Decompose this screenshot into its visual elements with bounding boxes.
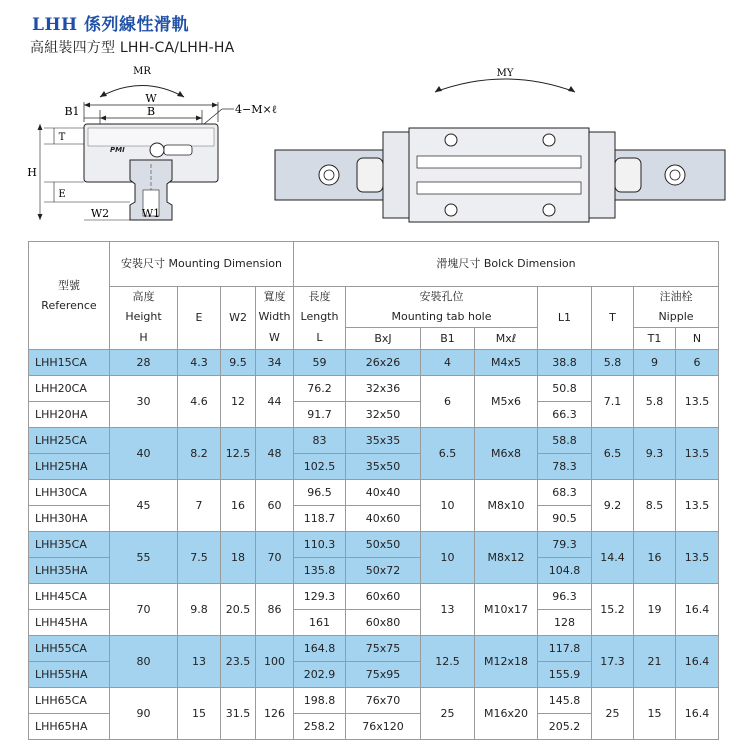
cell-bxj: 75x95: [346, 662, 421, 688]
cell-height: 45: [110, 480, 178, 532]
cell-model: LHH45HA: [29, 610, 110, 636]
cell-b1: 12.5: [421, 636, 475, 688]
cell-n: 13.5: [676, 428, 719, 480]
cell-length: 76.2: [294, 376, 346, 402]
table-row: [29, 636, 719, 662]
page-title: LHH 係列線性滑軌: [32, 15, 189, 35]
cell-width: 48: [256, 428, 294, 480]
cell-t1: 15: [634, 688, 676, 740]
table-row: [29, 688, 719, 714]
cell-b1: 13: [421, 584, 475, 636]
cell-model: LHH25CA: [29, 428, 110, 454]
header-t: T: [592, 287, 634, 350]
cell-width: 126: [256, 688, 294, 740]
cell-mxl: M6x8: [475, 428, 538, 480]
cell-t: 14.4: [592, 532, 634, 584]
header-w2: W2: [221, 287, 256, 350]
cell-length: 96.5: [294, 480, 346, 506]
cell-bxj: 40x60: [346, 506, 421, 532]
cell-model: LHH35HA: [29, 558, 110, 584]
cell-bxj: 32x50: [346, 402, 421, 428]
page-subtitle: 高組裝四方型 LHH-CA/LHH-HA: [30, 40, 235, 56]
cell-l1: 66.3: [538, 402, 592, 428]
header-reference: [29, 242, 110, 350]
cell-model: LHH20HA: [29, 402, 110, 428]
cell-bxj: 50x72: [346, 558, 421, 584]
cell-w2: 12: [221, 376, 256, 428]
cell-w2: 18: [221, 532, 256, 584]
header-block: 滑塊尺寸 Bolck Dimension: [294, 242, 719, 287]
cell-mxl: M12x18: [475, 636, 538, 688]
cell-e: 7.5: [178, 532, 221, 584]
header-nipple-en: Nipple: [634, 307, 719, 328]
header-b1: B1: [421, 328, 475, 350]
cell-n: 13.5: [676, 532, 719, 584]
table-row: [29, 376, 719, 402]
label-w: W: [145, 92, 157, 105]
label-hole: 4−M×ℓ: [235, 103, 277, 116]
cell-l1: 68.3: [538, 480, 592, 506]
cell-model: LHH15CA: [29, 350, 110, 376]
cell-height: 28: [110, 350, 178, 376]
cell-length: 110.3: [294, 532, 346, 558]
label-mr: MR: [133, 66, 151, 77]
table-row: [29, 350, 719, 376]
cell-mxl: M4x5: [475, 350, 538, 376]
header-bxj: BxJ: [346, 328, 421, 350]
cell-b1: 25: [421, 688, 475, 740]
cell-b1: 6: [421, 376, 475, 428]
header-t1: T1: [634, 328, 676, 350]
cell-model: LHH65HA: [29, 714, 110, 740]
cell-length: 118.7: [294, 506, 346, 532]
cell-length: 102.5: [294, 454, 346, 480]
cell-e: 4.6: [178, 376, 221, 428]
label-brand: PMI: [110, 146, 125, 154]
moment-arc-y: [435, 79, 575, 92]
cell-n: 6: [676, 350, 719, 376]
cell-width: 34: [256, 350, 294, 376]
cell-height: 70: [110, 584, 178, 636]
header-length-sym: L: [294, 328, 346, 350]
cell-model: LHH25HA: [29, 454, 110, 480]
cell-n: 16.4: [676, 688, 719, 740]
cell-l1: 90.5: [538, 506, 592, 532]
cell-bxj: 76x120: [346, 714, 421, 740]
cell-e: 15: [178, 688, 221, 740]
cell-b1: 10: [421, 532, 475, 584]
table-row: [29, 584, 719, 610]
cell-height: 55: [110, 532, 178, 584]
cell-mxl: M8x12: [475, 532, 538, 584]
table-row: [29, 532, 719, 558]
header-nipple-zh: 注油栓: [634, 287, 719, 308]
cell-width: 44: [256, 376, 294, 428]
cell-model: LHH55CA: [29, 636, 110, 662]
cell-t: 7.1: [592, 376, 634, 428]
header-e: E: [178, 287, 221, 350]
label-h: H: [27, 166, 37, 179]
header-length-zh: 長度: [294, 287, 346, 308]
header-height-en: Height: [110, 307, 178, 328]
cell-width: 86: [256, 584, 294, 636]
cross-section-drawing: [22, 52, 277, 232]
cell-t: 6.5: [592, 428, 634, 480]
table-body: [29, 350, 719, 740]
cell-mxl: M10x17: [475, 584, 538, 636]
cell-t: 5.8: [592, 350, 634, 376]
header-width-sym: W: [256, 328, 294, 350]
label-w2: W2: [90, 207, 110, 220]
cell-t: 17.3: [592, 636, 634, 688]
cell-length: 258.2: [294, 714, 346, 740]
cell-t1: 19: [634, 584, 676, 636]
cell-length: 129.3: [294, 584, 346, 610]
cell-mxl: M5x6: [475, 376, 538, 428]
header-n: N: [676, 328, 719, 350]
cell-width: 60: [256, 480, 294, 532]
cell-t: 9.2: [592, 480, 634, 532]
cell-l1: 78.3: [538, 454, 592, 480]
cell-t1: 9: [634, 350, 676, 376]
cell-e: 4.3: [178, 350, 221, 376]
cell-w2: 9.5: [221, 350, 256, 376]
cell-bxj: 35x35: [346, 428, 421, 454]
cell-l1: 104.8: [538, 558, 592, 584]
cell-e: 7: [178, 480, 221, 532]
cell-length: 164.8: [294, 636, 346, 662]
cell-model: LHH30HA: [29, 506, 110, 532]
grease-nipple: [150, 143, 164, 157]
cell-length: 202.9: [294, 662, 346, 688]
top-view-drawing: [265, 58, 725, 233]
cell-bxj: 35x50: [346, 454, 421, 480]
cell-l1: 145.8: [538, 688, 592, 714]
cell-mxl: M16x20: [475, 688, 538, 740]
cell-w2: 12.5: [221, 428, 256, 480]
cell-bxj: 50x50: [346, 532, 421, 558]
cell-model: LHH20CA: [29, 376, 110, 402]
cell-bxj: 60x60: [346, 584, 421, 610]
cell-bxj: 60x80: [346, 610, 421, 636]
header-model-zh: 型號: [58, 278, 80, 292]
cell-l1: 38.8: [538, 350, 592, 376]
label-w1: W1: [141, 207, 161, 220]
cell-t1: 9.3: [634, 428, 676, 480]
moment-arc: [100, 86, 184, 98]
header-height-zh: 高度: [110, 287, 178, 308]
cell-bxj: 40x40: [346, 480, 421, 506]
table-row: [29, 480, 719, 506]
cell-width: 100: [256, 636, 294, 688]
dimension-table: [28, 241, 719, 740]
cell-mxl: M8x10: [475, 480, 538, 532]
cell-length: 83: [294, 428, 346, 454]
cell-w2: 23.5: [221, 636, 256, 688]
header-width-en: Width: [256, 307, 294, 328]
cell-n: 16.4: [676, 636, 719, 688]
cell-width: 70: [256, 532, 294, 584]
cell-l1: 155.9: [538, 662, 592, 688]
header-width-zh: 寬度: [256, 287, 294, 308]
cell-height: 40: [110, 428, 178, 480]
cell-model: LHH30CA: [29, 480, 110, 506]
cell-e: 9.8: [178, 584, 221, 636]
cell-l1: 50.8: [538, 376, 592, 402]
cell-length: 198.8: [294, 688, 346, 714]
cell-bxj: 76x70: [346, 688, 421, 714]
cell-l1: 79.3: [538, 532, 592, 558]
cell-b1: 4: [421, 350, 475, 376]
cell-l1: 58.8: [538, 428, 592, 454]
cell-length: 161: [294, 610, 346, 636]
cell-model: LHH45CA: [29, 584, 110, 610]
label-e: E: [58, 189, 66, 200]
cell-n: 16.4: [676, 584, 719, 636]
cell-w2: 20.5: [221, 584, 256, 636]
cell-b1: 10: [421, 480, 475, 532]
header-l1: L1: [538, 287, 592, 350]
label-b1: B1: [64, 105, 80, 118]
block-top: [409, 128, 589, 222]
cell-b1: 6.5: [421, 428, 475, 480]
cell-t1: 8.5: [634, 480, 676, 532]
cell-t1: 21: [634, 636, 676, 688]
cell-height: 30: [110, 376, 178, 428]
cell-bxj: 75x75: [346, 636, 421, 662]
cell-l1: 117.8: [538, 636, 592, 662]
cell-l1: 128: [538, 610, 592, 636]
label-my: MY: [496, 68, 514, 79]
cell-length: 91.7: [294, 402, 346, 428]
cell-e: 8.2: [178, 428, 221, 480]
label-b: B: [146, 105, 156, 118]
header-model-en: Reference: [41, 298, 97, 312]
header-mxl: Mxℓ: [475, 328, 538, 350]
cell-l1: 96.3: [538, 584, 592, 610]
cell-height: 90: [110, 688, 178, 740]
table-row: [29, 428, 719, 454]
cell-t1: 5.8: [634, 376, 676, 428]
cell-model: LHH65CA: [29, 688, 110, 714]
label-t: T: [58, 132, 66, 143]
cell-height: 80: [110, 636, 178, 688]
header-length-en: Length: [294, 307, 346, 328]
cell-n: 13.5: [676, 376, 719, 428]
cell-w2: 31.5: [221, 688, 256, 740]
cell-n: 13.5: [676, 480, 719, 532]
cell-bxj: 26x26: [346, 350, 421, 376]
cell-model: LHH35CA: [29, 532, 110, 558]
header-height-sym: H: [110, 328, 178, 350]
cell-l1: 205.2: [538, 714, 592, 740]
cell-t: 25: [592, 688, 634, 740]
cell-length: 59: [294, 350, 346, 376]
cell-length: 135.8: [294, 558, 346, 584]
cell-bxj: 32x36: [346, 376, 421, 402]
cell-model: LHH55HA: [29, 662, 110, 688]
cell-t1: 16: [634, 532, 676, 584]
header-mounting: 安裝尺寸 Mounting Dimension: [110, 242, 294, 287]
cell-t: 15.2: [592, 584, 634, 636]
cell-e: 13: [178, 636, 221, 688]
cell-w2: 16: [221, 480, 256, 532]
header-hole-en: Mounting tab hole: [346, 307, 538, 328]
header-hole-zh: 安裝孔位: [346, 287, 538, 308]
